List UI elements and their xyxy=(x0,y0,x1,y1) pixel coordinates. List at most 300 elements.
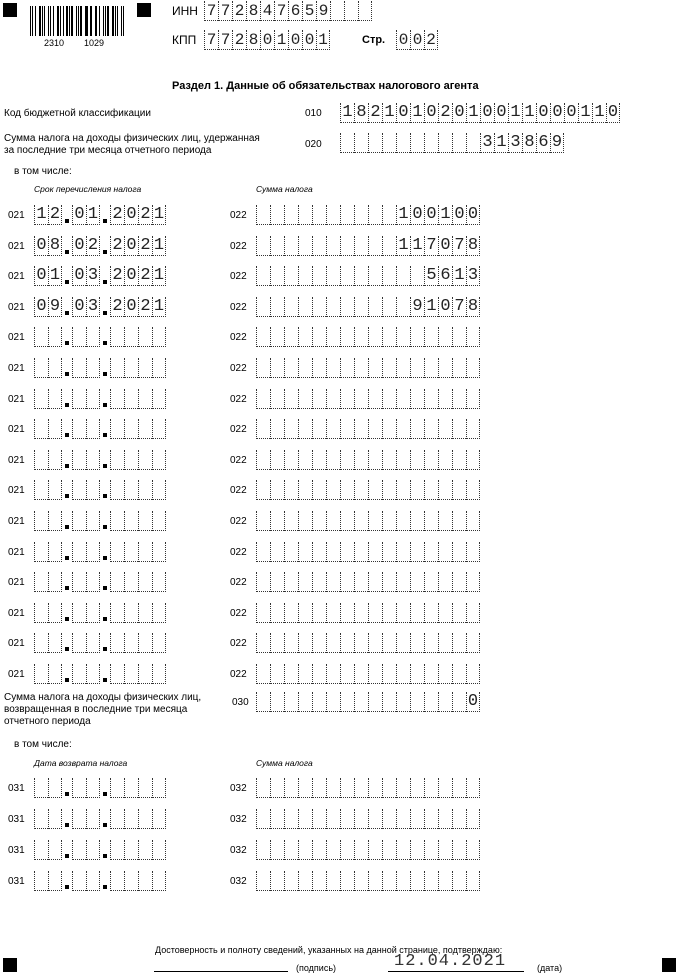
row-date-field[interactable] xyxy=(34,572,166,592)
date-digit-cell[interactable] xyxy=(48,633,62,653)
digit-cell[interactable] xyxy=(410,133,424,153)
date-digit-cell[interactable] xyxy=(34,419,48,439)
digit-cell[interactable]: 0 xyxy=(396,30,410,50)
date-digit-cell[interactable]: 1 xyxy=(153,235,165,255)
digit-cell[interactable] xyxy=(298,236,312,256)
digit-cell[interactable] xyxy=(256,511,270,531)
row-sum-field[interactable] xyxy=(256,205,480,225)
digit-cell[interactable] xyxy=(298,266,312,286)
row-date-field[interactable] xyxy=(34,297,166,317)
digit-cell[interactable] xyxy=(438,840,452,860)
digit-cell[interactable] xyxy=(312,778,326,798)
digit-cell[interactable] xyxy=(298,511,312,531)
digit-cell[interactable] xyxy=(396,542,410,562)
digit-cell[interactable] xyxy=(438,603,452,623)
date-digit-cell[interactable]: 1 xyxy=(153,205,165,224)
digit-cell[interactable] xyxy=(256,664,270,684)
digit-cell[interactable] xyxy=(298,840,312,860)
digit-cell[interactable] xyxy=(330,1,344,21)
date-digit-cell[interactable] xyxy=(34,358,48,378)
digit-cell[interactable] xyxy=(452,511,466,531)
digit-cell[interactable] xyxy=(340,327,354,347)
digit-cell[interactable]: 1 xyxy=(396,236,410,256)
digit-cell[interactable]: 0 xyxy=(438,297,452,317)
digit-cell[interactable] xyxy=(326,327,340,347)
row-sum-field[interactable] xyxy=(256,236,480,256)
digit-cell[interactable]: 2 xyxy=(424,30,438,50)
digit-cell[interactable] xyxy=(396,450,410,470)
digit-cell[interactable] xyxy=(410,603,424,623)
digit-cell[interactable] xyxy=(340,664,354,684)
digit-cell[interactable]: 2 xyxy=(232,30,246,50)
date-digit-cell[interactable] xyxy=(152,664,166,684)
date-digit-cell[interactable] xyxy=(34,633,48,653)
digit-cell[interactable] xyxy=(438,511,452,531)
digit-cell[interactable] xyxy=(284,266,298,286)
date-digit-cell[interactable] xyxy=(72,358,86,378)
date-digit-cell[interactable] xyxy=(110,450,124,470)
date-digit-cell[interactable] xyxy=(138,809,152,829)
page-number-field[interactable] xyxy=(396,30,438,50)
digit-cell[interactable]: 8 xyxy=(246,1,260,21)
digit-cell[interactable] xyxy=(466,450,480,470)
digit-cell[interactable] xyxy=(410,450,424,470)
digit-cell[interactable] xyxy=(270,389,284,409)
digit-cell[interactable] xyxy=(340,633,354,653)
digit-cell[interactable] xyxy=(354,871,368,891)
digit-cell[interactable] xyxy=(396,871,410,891)
digit-cell[interactable] xyxy=(298,389,312,409)
date-digit-cell[interactable] xyxy=(86,633,100,653)
digit-cell[interactable] xyxy=(354,358,368,378)
digit-cell[interactable] xyxy=(452,840,466,860)
digit-cell[interactable] xyxy=(424,603,438,623)
digit-cell[interactable] xyxy=(256,205,270,225)
date-digit-cell[interactable] xyxy=(34,327,48,347)
digit-cell[interactable] xyxy=(284,205,298,225)
digit-cell[interactable] xyxy=(368,327,382,347)
date-digit-cell[interactable]: 1 xyxy=(87,205,99,224)
digit-cell[interactable] xyxy=(298,871,312,891)
digit-cell[interactable] xyxy=(340,692,354,712)
row-sum-field[interactable] xyxy=(256,266,480,286)
digit-cell[interactable] xyxy=(270,480,284,500)
date-digit-cell[interactable]: 2 xyxy=(138,297,152,317)
digit-cell[interactable] xyxy=(424,871,438,891)
digit-cell[interactable] xyxy=(452,633,466,653)
digit-cell[interactable] xyxy=(452,871,466,891)
digit-cell[interactable] xyxy=(410,692,424,712)
row-date-field[interactable] xyxy=(34,664,166,684)
digit-cell[interactable] xyxy=(438,633,452,653)
date-digit-cell[interactable] xyxy=(34,778,48,798)
digit-cell[interactable] xyxy=(452,664,466,684)
date-digit-cell[interactable]: 0 xyxy=(72,266,86,286)
digit-cell[interactable] xyxy=(382,450,396,470)
date-digit-cell[interactable] xyxy=(124,542,138,562)
date-digit-cell[interactable] xyxy=(34,871,48,891)
date-digit-cell[interactable] xyxy=(138,419,152,439)
digit-cell[interactable] xyxy=(298,572,312,592)
digit-cell[interactable] xyxy=(396,572,410,592)
digit-cell[interactable]: 1 xyxy=(316,30,330,50)
date-digit-cell[interactable] xyxy=(124,419,138,439)
row-date-field[interactable] xyxy=(34,419,166,439)
digit-cell[interactable]: 1 xyxy=(494,133,508,153)
digit-cell[interactable] xyxy=(312,840,326,860)
digit-cell[interactable] xyxy=(368,871,382,891)
digit-cell[interactable] xyxy=(466,511,480,531)
digit-cell[interactable] xyxy=(326,297,340,317)
digit-cell[interactable] xyxy=(438,133,452,153)
digit-cell[interactable]: 0 xyxy=(410,205,424,225)
date-digit-cell[interactable]: 2 xyxy=(110,266,124,286)
digit-cell[interactable] xyxy=(452,480,466,500)
digit-cell[interactable] xyxy=(270,358,284,378)
date-digit-cell[interactable] xyxy=(48,603,62,623)
digit-cell[interactable] xyxy=(452,603,466,623)
digit-cell[interactable] xyxy=(438,572,452,592)
digit-cell[interactable]: 7 xyxy=(204,30,218,50)
digit-cell[interactable] xyxy=(340,480,354,500)
date-digit-cell[interactable] xyxy=(152,542,166,562)
digit-cell[interactable]: 1 xyxy=(396,205,410,225)
digit-cell[interactable] xyxy=(410,633,424,653)
date-digit-cell[interactable] xyxy=(86,450,100,470)
digit-cell[interactable]: 7 xyxy=(452,297,466,317)
digit-cell[interactable] xyxy=(438,778,452,798)
row-sum-field[interactable] xyxy=(256,327,480,347)
digit-cell[interactable] xyxy=(382,511,396,531)
digit-cell[interactable] xyxy=(326,389,340,409)
digit-cell[interactable] xyxy=(326,266,340,286)
digit-cell[interactable] xyxy=(284,542,298,562)
date-digit-cell[interactable] xyxy=(152,327,166,347)
date-digit-cell[interactable] xyxy=(34,603,48,623)
digit-cell[interactable] xyxy=(340,389,354,409)
digit-cell[interactable] xyxy=(326,450,340,470)
date-digit-cell[interactable] xyxy=(72,603,86,623)
digit-cell[interactable] xyxy=(368,205,382,225)
digit-cell[interactable] xyxy=(410,542,424,562)
date-digit-cell[interactable] xyxy=(152,572,166,592)
row-date-field[interactable] xyxy=(34,450,166,470)
digit-cell[interactable] xyxy=(452,809,466,829)
digit-cell[interactable] xyxy=(256,603,270,623)
digit-cell[interactable] xyxy=(284,480,298,500)
digit-cell[interactable] xyxy=(466,327,480,347)
digit-cell[interactable] xyxy=(312,511,326,531)
digit-cell[interactable] xyxy=(382,266,396,286)
digit-cell[interactable] xyxy=(410,871,424,891)
digit-cell[interactable] xyxy=(424,511,438,531)
date-digit-cell[interactable] xyxy=(48,778,62,798)
date-digit-cell[interactable] xyxy=(86,419,100,439)
digit-cell[interactable] xyxy=(270,778,284,798)
digit-cell[interactable] xyxy=(466,778,480,798)
digit-cell[interactable] xyxy=(326,664,340,684)
kbk-field[interactable] xyxy=(340,103,620,123)
date-digit-cell[interactable] xyxy=(110,572,124,592)
digit-cell[interactable] xyxy=(368,840,382,860)
date-digit-cell[interactable] xyxy=(48,450,62,470)
digit-cell[interactable] xyxy=(396,327,410,347)
digit-cell[interactable] xyxy=(340,840,354,860)
digit-cell[interactable] xyxy=(284,603,298,623)
date-digit-cell[interactable] xyxy=(152,450,166,470)
digit-cell[interactable] xyxy=(340,358,354,378)
digit-cell[interactable] xyxy=(424,542,438,562)
date-digit-cell[interactable] xyxy=(86,778,100,798)
date-digit-cell[interactable] xyxy=(110,419,124,439)
date-digit-cell[interactable] xyxy=(124,389,138,409)
digit-cell[interactable]: 0 xyxy=(424,205,438,225)
digit-cell[interactable] xyxy=(326,603,340,623)
date-digit-cell[interactable] xyxy=(34,542,48,562)
digit-cell[interactable]: 8 xyxy=(246,30,260,50)
digit-cell[interactable] xyxy=(298,542,312,562)
digit-cell[interactable] xyxy=(256,358,270,378)
digit-cell[interactable] xyxy=(368,450,382,470)
digit-cell[interactable] xyxy=(368,266,382,286)
digit-cell[interactable] xyxy=(284,511,298,531)
digit-cell[interactable] xyxy=(354,633,368,653)
digit-cell[interactable] xyxy=(354,205,368,225)
digit-cell[interactable] xyxy=(438,358,452,378)
digit-cell[interactable]: 0 xyxy=(260,30,274,50)
date-digit-cell[interactable]: 0 xyxy=(124,297,138,317)
date-digit-cell[interactable] xyxy=(110,603,124,623)
date-digit-cell[interactable] xyxy=(110,511,124,531)
digit-cell[interactable] xyxy=(452,572,466,592)
digit-cell[interactable] xyxy=(438,327,452,347)
digit-cell[interactable] xyxy=(340,542,354,562)
digit-cell[interactable] xyxy=(410,358,424,378)
date-digit-cell[interactable]: 2 xyxy=(110,236,124,256)
date-digit-cell[interactable] xyxy=(110,871,124,891)
digit-cell[interactable] xyxy=(340,572,354,592)
date-digit-cell[interactable] xyxy=(124,572,138,592)
digit-cell[interactable]: 2 xyxy=(368,103,382,123)
digit-cell[interactable]: 1 xyxy=(382,103,396,123)
digit-cell[interactable] xyxy=(340,205,354,225)
digit-cell[interactable]: 5 xyxy=(302,1,316,21)
digit-cell[interactable] xyxy=(410,389,424,409)
digit-cell[interactable] xyxy=(438,871,452,891)
date-digit-cell[interactable] xyxy=(138,511,152,531)
digit-cell[interactable] xyxy=(382,205,396,225)
date-digit-cell[interactable] xyxy=(86,389,100,409)
digit-cell[interactable]: 2 xyxy=(438,103,452,123)
digit-cell[interactable] xyxy=(284,236,298,256)
digit-cell[interactable]: 6 xyxy=(536,133,550,153)
date-digit-cell[interactable] xyxy=(86,542,100,562)
digit-cell[interactable] xyxy=(298,633,312,653)
date-digit-cell[interactable]: 1 xyxy=(153,296,165,316)
digit-cell[interactable] xyxy=(368,542,382,562)
digit-cell[interactable] xyxy=(424,133,438,153)
digit-cell[interactable] xyxy=(298,450,312,470)
digit-cell[interactable] xyxy=(326,511,340,531)
digit-cell[interactable] xyxy=(312,542,326,562)
date-digit-cell[interactable] xyxy=(34,840,48,860)
digit-cell[interactable] xyxy=(298,419,312,439)
digit-cell[interactable] xyxy=(298,205,312,225)
digit-cell[interactable] xyxy=(312,572,326,592)
digit-cell[interactable] xyxy=(312,480,326,500)
date-digit-cell[interactable]: 0 xyxy=(124,266,138,286)
digit-cell[interactable] xyxy=(256,633,270,653)
digit-cell[interactable]: 0 xyxy=(302,30,316,50)
date-digit-cell[interactable] xyxy=(152,840,166,860)
digit-cell[interactable]: 2 xyxy=(232,1,246,21)
digit-cell[interactable] xyxy=(270,297,284,317)
withheld-amount-field[interactable] xyxy=(340,133,564,153)
date-digit-cell[interactable] xyxy=(110,327,124,347)
digit-cell[interactable] xyxy=(312,871,326,891)
date-digit-cell[interactable] xyxy=(124,871,138,891)
digit-cell[interactable] xyxy=(270,236,284,256)
digit-cell[interactable] xyxy=(312,205,326,225)
date-digit-cell[interactable] xyxy=(138,603,152,623)
digit-cell[interactable] xyxy=(466,389,480,409)
digit-cell[interactable] xyxy=(270,419,284,439)
date-digit-cell[interactable]: 2 xyxy=(138,266,152,286)
digit-cell[interactable] xyxy=(396,778,410,798)
digit-cell[interactable] xyxy=(284,809,298,829)
row-date-field[interactable] xyxy=(34,236,166,256)
digit-cell[interactable] xyxy=(368,297,382,317)
digit-cell[interactable] xyxy=(382,542,396,562)
digit-cell[interactable] xyxy=(396,480,410,500)
row-sum-field[interactable] xyxy=(256,419,480,439)
date-digit-cell[interactable] xyxy=(138,327,152,347)
digit-cell[interactable] xyxy=(382,692,396,712)
signature-line[interactable] xyxy=(154,971,288,972)
digit-cell[interactable] xyxy=(312,236,326,256)
digit-cell[interactable] xyxy=(410,572,424,592)
digit-cell[interactable] xyxy=(382,664,396,684)
date-digit-cell[interactable] xyxy=(110,633,124,653)
date-digit-cell[interactable] xyxy=(124,480,138,500)
digit-cell[interactable]: 7 xyxy=(274,1,288,21)
date-digit-cell[interactable] xyxy=(72,389,86,409)
digit-cell[interactable] xyxy=(340,133,354,153)
digit-cell[interactable] xyxy=(382,633,396,653)
digit-cell[interactable] xyxy=(298,358,312,378)
date-digit-cell[interactable] xyxy=(124,358,138,378)
date-digit-cell[interactable] xyxy=(86,664,100,684)
date-digit-cell[interactable]: 0 xyxy=(34,266,48,286)
row-sum-field[interactable] xyxy=(256,778,480,798)
digit-cell[interactable] xyxy=(424,692,438,712)
digit-cell[interactable] xyxy=(396,266,410,286)
digit-cell[interactable] xyxy=(452,389,466,409)
digit-cell[interactable] xyxy=(466,664,480,684)
date-digit-cell[interactable] xyxy=(124,511,138,531)
digit-cell[interactable]: 4 xyxy=(260,1,274,21)
date-digit-cell[interactable] xyxy=(124,809,138,829)
digit-cell[interactable] xyxy=(452,542,466,562)
digit-cell[interactable] xyxy=(298,778,312,798)
digit-cell[interactable] xyxy=(452,358,466,378)
digit-cell[interactable] xyxy=(256,266,270,286)
digit-cell[interactable] xyxy=(284,871,298,891)
digit-cell[interactable] xyxy=(270,603,284,623)
date-digit-cell[interactable] xyxy=(34,480,48,500)
date-digit-cell[interactable] xyxy=(72,450,86,470)
digit-cell[interactable] xyxy=(354,778,368,798)
digit-cell[interactable] xyxy=(368,692,382,712)
date-digit-cell[interactable] xyxy=(72,572,86,592)
digit-cell[interactable] xyxy=(424,809,438,829)
digit-cell[interactable]: 0 xyxy=(452,205,466,225)
date-digit-cell[interactable] xyxy=(34,809,48,829)
row-date-field[interactable] xyxy=(34,358,166,378)
digit-cell[interactable]: 3 xyxy=(508,133,522,153)
date-digit-cell[interactable]: 0 xyxy=(34,297,48,317)
date-digit-cell[interactable]: 3 xyxy=(87,266,99,286)
digit-cell[interactable] xyxy=(354,809,368,829)
digit-cell[interactable] xyxy=(298,327,312,347)
row-sum-field[interactable] xyxy=(256,450,480,470)
digit-cell[interactable] xyxy=(424,480,438,500)
digit-cell[interactable] xyxy=(312,419,326,439)
digit-cell[interactable]: 0 xyxy=(452,103,466,123)
digit-cell[interactable] xyxy=(368,809,382,829)
row-date-field[interactable] xyxy=(34,840,166,860)
digit-cell[interactable]: 3 xyxy=(467,266,479,286)
digit-cell[interactable] xyxy=(368,389,382,409)
digit-cell[interactable] xyxy=(312,450,326,470)
date-digit-cell[interactable] xyxy=(86,511,100,531)
digit-cell[interactable] xyxy=(424,572,438,592)
digit-cell[interactable]: 0 xyxy=(288,30,302,50)
digit-cell[interactable] xyxy=(256,572,270,592)
digit-cell[interactable] xyxy=(340,236,354,256)
digit-cell[interactable] xyxy=(368,778,382,798)
date-digit-cell[interactable] xyxy=(48,542,62,562)
row-date-field[interactable] xyxy=(34,871,166,891)
digit-cell[interactable] xyxy=(466,358,480,378)
date-digit-cell[interactable]: 3 xyxy=(87,296,99,316)
date-digit-cell[interactable] xyxy=(48,327,62,347)
digit-cell[interactable] xyxy=(284,327,298,347)
digit-cell[interactable] xyxy=(270,327,284,347)
date-digit-cell[interactable] xyxy=(110,809,124,829)
digit-cell[interactable]: 1 xyxy=(466,103,480,123)
digit-cell[interactable] xyxy=(354,572,368,592)
date-digit-cell[interactable] xyxy=(72,871,86,891)
digit-cell[interactable] xyxy=(466,633,480,653)
digit-cell[interactable] xyxy=(326,633,340,653)
date-digit-cell[interactable]: 2 xyxy=(138,205,152,225)
digit-cell[interactable]: 0 xyxy=(550,103,564,123)
digit-cell[interactable] xyxy=(326,778,340,798)
digit-cell[interactable] xyxy=(256,809,270,829)
digit-cell[interactable] xyxy=(326,809,340,829)
digit-cell[interactable] xyxy=(368,633,382,653)
digit-cell[interactable] xyxy=(368,603,382,623)
digit-cell[interactable]: 8 xyxy=(354,103,368,123)
date-digit-cell[interactable] xyxy=(152,871,166,891)
digit-cell[interactable]: 0 xyxy=(438,236,452,256)
digit-cell[interactable] xyxy=(298,603,312,623)
date-digit-cell[interactable] xyxy=(124,840,138,860)
digit-cell[interactable] xyxy=(256,871,270,891)
digit-cell[interactable]: 1 xyxy=(592,103,606,123)
digit-cell[interactable] xyxy=(368,664,382,684)
